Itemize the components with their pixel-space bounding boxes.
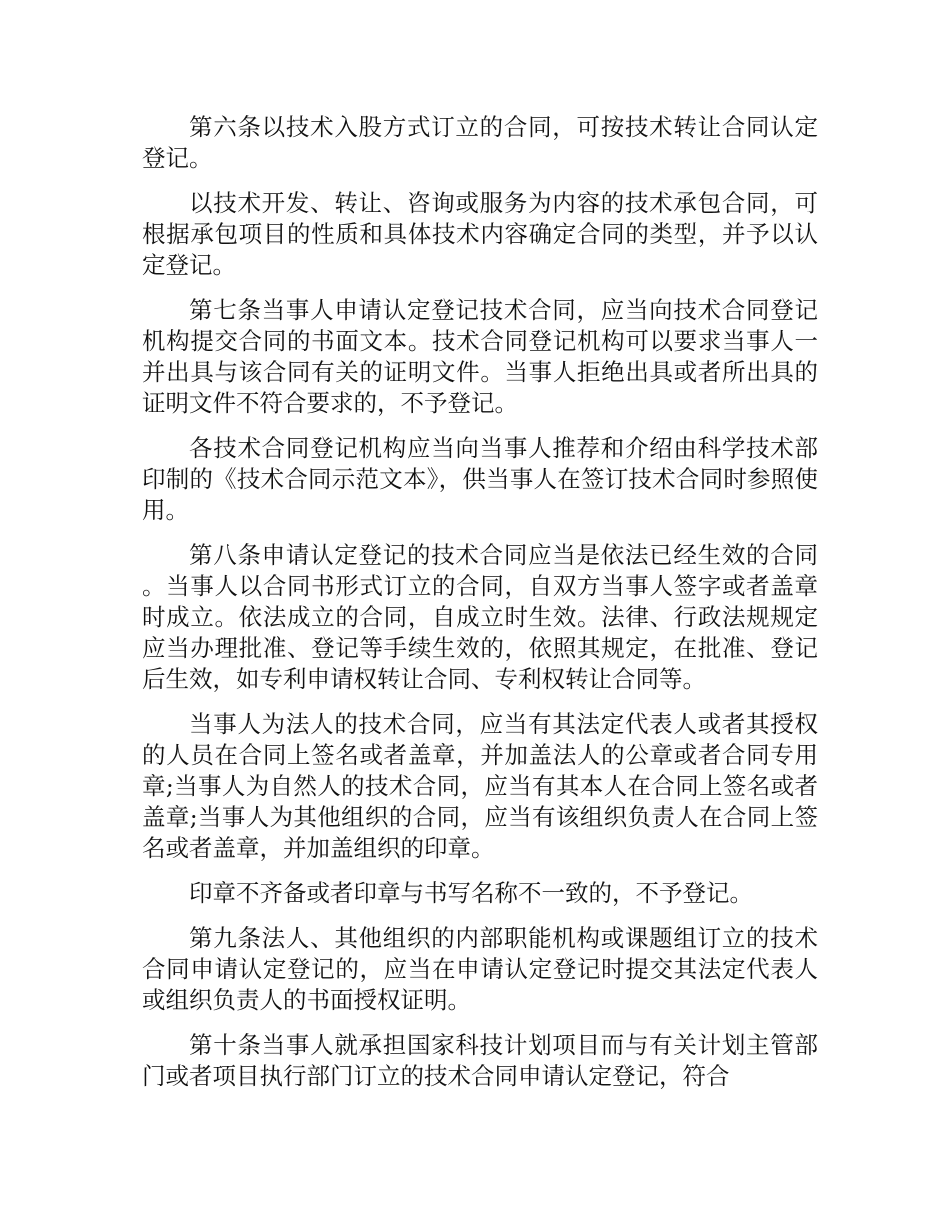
paragraph-article-8: 第八条申请认定登记的技术合同应当是依法已经生效的合同。当事人以合同书形式订立的合同，自双方当事人签字或者盖章时成立。依法成立的合同，自成立时生效。法律、行政法规规定应当办理批准、登记等手续生效的，依照其规定，在批准、登记后生效，如专利申请权转让合同、专利权转让合同等。 (142, 541, 818, 693)
document-page (142, 112, 818, 1106)
paragraph-article-7: 第七条当事人申请认定登记技术合同，应当向技术合同登记机构提交合同的书面文本。技术合同登记机构可以要求当事人一并出具与该合同有关的证明文件。当事人拒绝出具或者所出具的证明文件不符合要求的，不予登记。 (142, 296, 818, 417)
paragraph-model-text: 各技术合同登记机构应当向当事人推荐和介绍由科学技术部印制的《技术合同示范文本》，供当事人在签订技术合同时参照使用。 (142, 434, 818, 524)
paragraph-article-6: 第六条以技术入股方式订立的合同，可按技术转让合同认定登记。 (142, 113, 818, 172)
paragraph-article-10: 第十条当事人就承担国家科技计划项目而与有关计划主管部门或者项目执行部门订立的技术合同申请认定登记，符合 (142, 1031, 818, 1090)
paragraph-article-9: 第九条法人、其他组织的内部职能机构或课题组订立的技术合同申请认定登记的，应当在申请认定登记时提交其法定代表人或组织负责人的书面授权证明。 (142, 924, 818, 1014)
paragraph-signatures: 当事人为法人的技术合同，应当有其法定代表人或者其授权的人员在合同上签名或者盖章，并加盖法人的公章或者合同专用章;当事人为自然人的技术合同，应当有其本人在合同上签名或者盖章;当事人为其他组织的合同，应当有该组织负责人在合同上签名或者盖章，并加盖组织的印章。 (142, 710, 818, 862)
paragraph-tech-contracting: 以技术开发、转让、咨询或服务为内容的技术承包合同，可根据承包项目的性质和具体技术内容确定合同的类型，并予以认定登记。 (142, 189, 818, 279)
paragraph-seal-mismatch: 印章不齐备或者印章与书写名称不一致的，不予登记。 (189, 879, 753, 907)
